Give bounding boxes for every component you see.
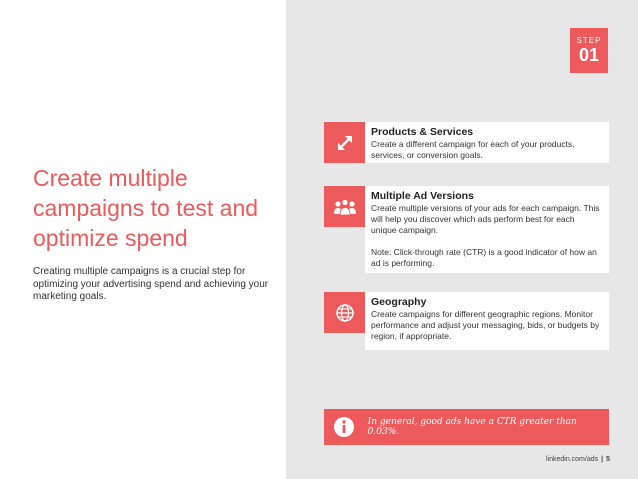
card-title: Products & Services	[371, 126, 474, 138]
card-multiple-ad-versions	[365, 186, 609, 273]
card-title: Multiple Ad Versions	[371, 190, 474, 202]
footer	[520, 456, 610, 463]
card-products-services	[365, 122, 609, 163]
card-title: Geography	[371, 296, 427, 308]
step-badge	[570, 28, 608, 73]
intro-text: Creating multiple campaigns is a crucial step for optimizing your advertising spend and achieving your marketing goals.	[33, 266, 269, 302]
footer-url: linkedin.com/ads	[545, 456, 599, 463]
people-group-icon	[324, 186, 365, 227]
card-text: Create campaigns for different geographic regions. Monitor performance and adjust your messaging, bids, or budgets by region, if appropriate.	[371, 309, 600, 341]
card-geography	[365, 292, 609, 350]
tip-text: In general, good ads have a CTR greater than 0.03%.	[367, 417, 577, 437]
page-number: 5	[606, 456, 610, 463]
globe-icon	[324, 292, 365, 333]
info-icon	[324, 409, 364, 445]
step-label: STEP	[576, 36, 602, 45]
tip-banner	[324, 409, 609, 445]
step-number: 01	[578, 45, 600, 65]
page-title: Create multiple campaigns to test and optimize spend	[33, 165, 259, 251]
expand-arrows-icon	[324, 122, 365, 163]
card-text: Create multiple versions of your ads for each campaign. This will help you discover which ads perform best for each unique campaign.	[371, 203, 600, 235]
footer-separator: |	[601, 456, 604, 463]
card-text: Create a different campaign for each of your products, services, or conversion goals.	[371, 139, 575, 160]
card-note: Note: Click-through rate (CTR) is a good indicator of how an ad is performing.	[371, 247, 597, 268]
